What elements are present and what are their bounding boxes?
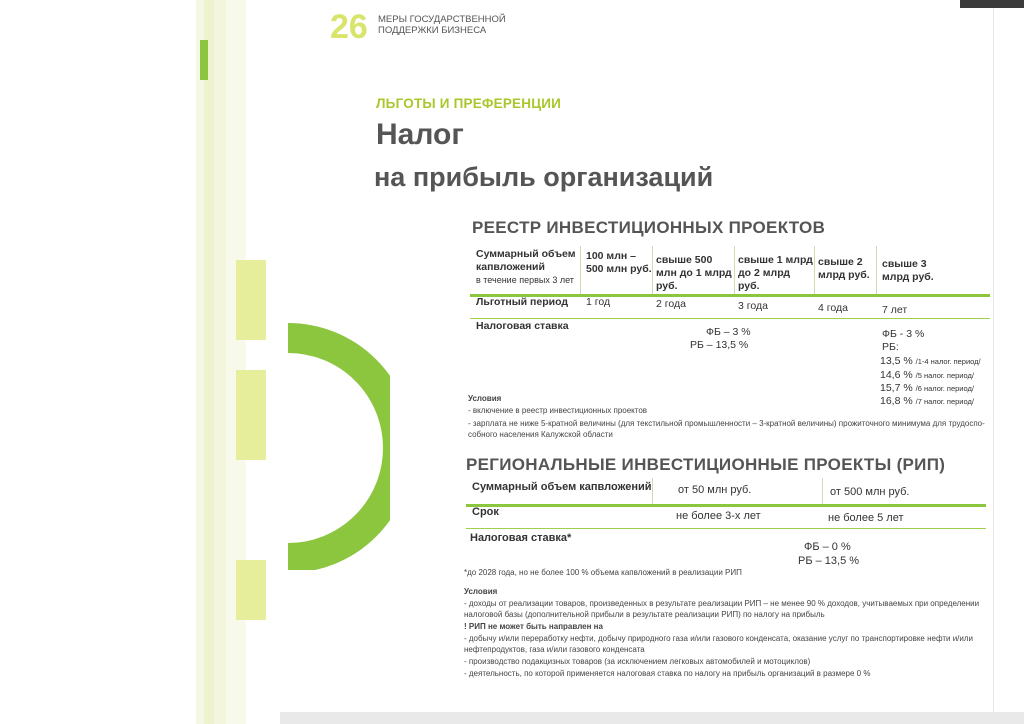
registry-col-2: свыше 500 млн до 1 млрд руб. bbox=[656, 254, 732, 292]
rip-term-1: не более 3-х лет bbox=[676, 510, 761, 522]
rip-restriction: - добычу и/или переработку нефти, добычу природного газа и/или газового конденсата, оказание услуг по транспортировке нефти и/или bbox=[464, 634, 974, 643]
rip-row-label-volume: Суммарный объем капвложений bbox=[472, 481, 652, 493]
scan-edge-bottom bbox=[280, 712, 1024, 724]
rip-row-label-rate: Налоговая ставка* bbox=[470, 532, 572, 544]
registry-row-header-volume: Суммарный объем капвложений в течение первых 3 лет bbox=[476, 248, 576, 285]
page-title-line1: Налог bbox=[376, 118, 464, 151]
divider bbox=[876, 246, 877, 294]
registry-row-header-period: Льготный период bbox=[476, 296, 569, 308]
registry-row-header-rate: Налоговая ставка bbox=[476, 320, 569, 332]
rate-step: 15,7 % /6 налог. период/ bbox=[880, 382, 974, 394]
registry-conditions-title: Условия bbox=[468, 394, 502, 403]
kicker: ЛЬГОТЫ И ПРЕФЕРЕНЦИИ bbox=[376, 96, 562, 111]
rip-heading: РЕГИОНАЛЬНЫЕ ИНВЕСТИЦИОННЫЕ ПРОЕКТЫ (РИП) bbox=[466, 455, 946, 474]
period-4: 4 года bbox=[818, 302, 848, 314]
rip-warning: ! РИП не может быть направлен на bbox=[464, 622, 603, 631]
green-arc-decoration bbox=[220, 320, 390, 570]
rate-last-rb: РБ: bbox=[882, 341, 899, 353]
divider bbox=[652, 478, 653, 504]
page-number: 26 bbox=[330, 8, 368, 46]
scan-margin-left bbox=[0, 0, 200, 724]
rip-restriction: - деятельность, по которой применяется налоговая ставка по налогу на прибыль организаций в размере 0 % bbox=[464, 669, 871, 678]
rip-restriction: - производство подакцизных товаров (за исключением легковых автомобилей и мотоциклов) bbox=[464, 657, 811, 666]
divider bbox=[822, 478, 823, 504]
rip-volume-2: от 500 млн руб. bbox=[830, 486, 910, 498]
rate-step: 16,8 % /7 налог. период/ bbox=[880, 395, 974, 407]
divider bbox=[814, 246, 815, 294]
period-2: 2 года bbox=[656, 298, 686, 310]
rate-common-fb: ФБ – 3 % bbox=[706, 326, 751, 338]
registry-condition: - включение в реестр инвестиционных проектов bbox=[468, 406, 648, 415]
registry-heading: РЕЕСТР ИНВЕСТИЦИОННЫХ ПРОЕКТОВ bbox=[472, 218, 826, 237]
page-edge bbox=[204, 0, 214, 724]
registry-condition: собного населения Калужской области bbox=[468, 430, 613, 439]
scan-margin-right bbox=[993, 0, 1024, 724]
rip-condition: налоговой базы (дополнительной прибыли в результате реализации РИП) по налогу на прибыль bbox=[464, 610, 825, 619]
period-5: 7 лет bbox=[882, 304, 908, 316]
rip-rate-fb: ФБ – 0 % bbox=[804, 541, 851, 553]
page-title-line2: на прибыль организаций bbox=[374, 162, 714, 192]
rip-rate-rb: РБ – 13,5 % bbox=[798, 555, 860, 567]
green-tab bbox=[200, 40, 208, 80]
registry-condition: - зарплата не ниже 5-кратной величины (для текстильной промышленности – 3-кратной величины) прожиточного минимума для трудоспо- bbox=[468, 419, 985, 428]
rip-term-2: не более 5 лет bbox=[828, 512, 904, 524]
divider bbox=[580, 246, 581, 294]
divider bbox=[652, 246, 653, 294]
registry-col-1: 100 млн – 500 млн руб. bbox=[586, 250, 652, 275]
rip-restriction: нефтепродуктов, газа и/или газового конденсата bbox=[464, 645, 645, 654]
rip-volume-1: от 50 млн руб. bbox=[678, 484, 752, 496]
rip-condition: - доходы от реализации товаров, произведенных в результате реализации РИП – не менее 90 % доходов, учитываемых при определении bbox=[464, 599, 980, 608]
row-separator bbox=[466, 528, 986, 529]
row-separator bbox=[466, 504, 986, 507]
rip-footnote: *до 2028 года, но не более 100 % объема капвложений в реализации РИП bbox=[464, 568, 742, 577]
registry-col-5: свыше 3 млрд руб. bbox=[882, 258, 934, 283]
scan-edge-top bbox=[960, 0, 1024, 8]
divider bbox=[734, 246, 735, 294]
rip-conditions-title: Условия bbox=[464, 587, 498, 596]
rate-last-fb: ФБ - 3 % bbox=[882, 328, 925, 340]
row-separator bbox=[470, 318, 990, 319]
period-1: 1 год bbox=[586, 296, 611, 308]
section-title: МЕРЫ ГОСУДАРСТВЕННОЙ ПОДДЕРЖКИ БИЗНЕСА bbox=[378, 14, 506, 36]
registry-col-4: свыше 2 млрд руб. bbox=[818, 256, 870, 281]
rate-common-rb: РБ – 13,5 % bbox=[690, 339, 749, 351]
rate-step: 14,6 % /5 налог. период/ bbox=[880, 369, 974, 381]
registry-col-3: свыше 1 млрд до 2 млрд руб. bbox=[738, 254, 813, 292]
rate-step: 13,5 % /1-4 налог. период/ bbox=[880, 355, 981, 367]
period-3: 3 года bbox=[738, 300, 768, 312]
rip-row-label-term: Срок bbox=[472, 506, 499, 518]
page-edge bbox=[196, 0, 204, 724]
